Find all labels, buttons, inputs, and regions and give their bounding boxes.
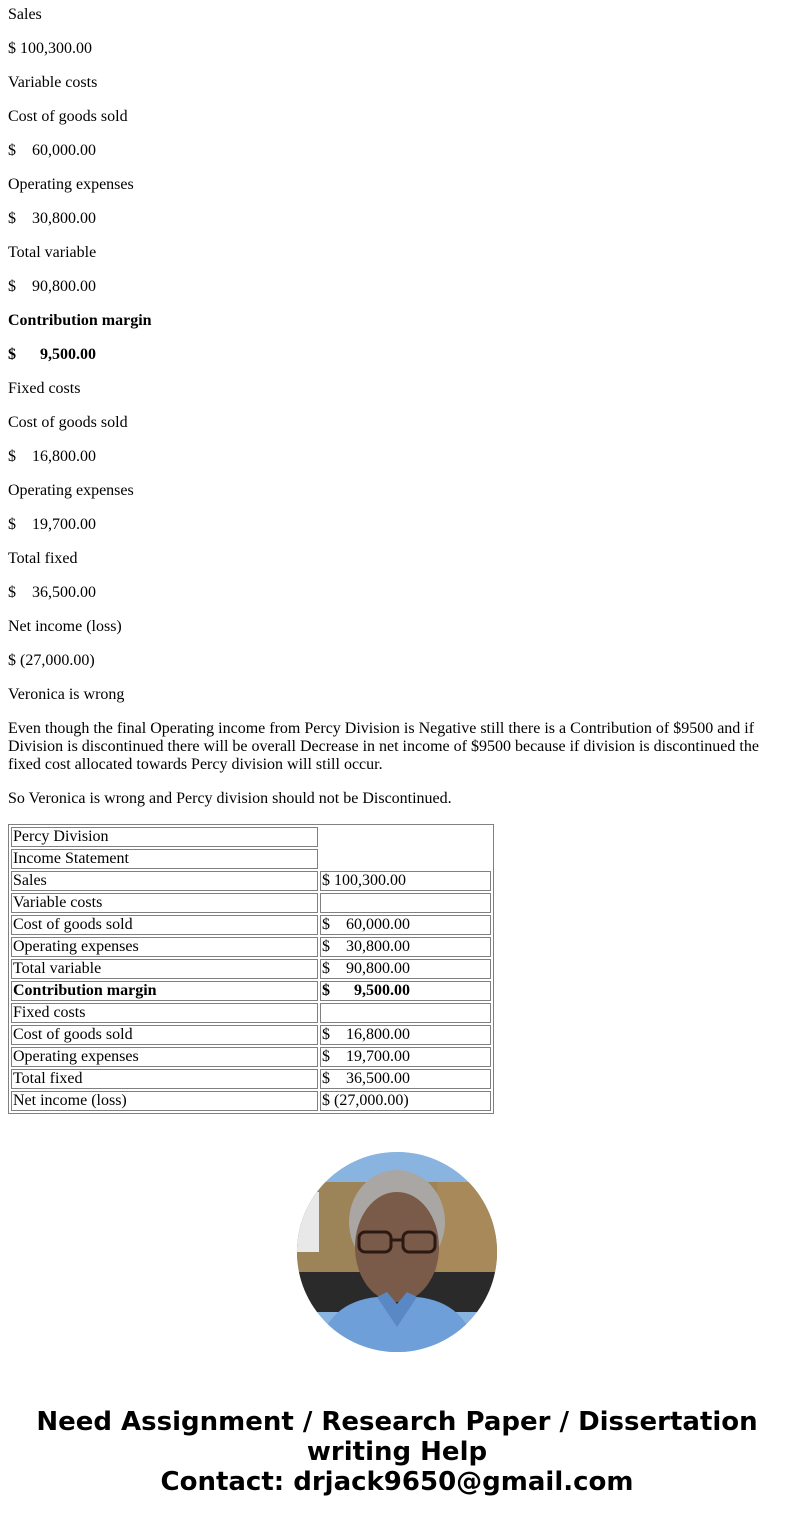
row-label: Operating expenses [11,937,318,957]
answer-line: Total variable [8,244,97,261]
row-value: $ (27,000.00) [320,1091,491,1111]
table-row [11,1091,491,1111]
contribution-margin-label: Contribution margin [8,312,152,329]
person-portrait-icon [297,1152,497,1352]
answer-line: $ 90,800.00 [8,278,96,295]
answer-lines [8,6,786,704]
row-label: Operating expenses [11,1047,318,1067]
table-row [11,893,491,913]
table-title: Percy Division [11,827,318,847]
row-label: Cost of goods sold [11,915,318,935]
row-value: $ 19,700.00 [320,1047,491,1067]
answer-line: Cost of goods sold [8,108,128,125]
income-statement-table [8,824,494,1114]
answer-line: $ 19,700.00 [8,516,96,533]
answer-line: $ 36,500.00 [8,584,96,601]
row-label: Total fixed [11,1069,318,1089]
table-row [11,1025,491,1045]
table-row [11,937,491,957]
row-label: Net income (loss) [11,1091,318,1111]
row-value: $ 36,500.00 [320,1069,491,1089]
table-row-contribution-margin [11,981,491,1001]
row-value [320,1003,491,1023]
table-row [11,1069,491,1089]
answer-line: $ 30,800.00 [8,210,96,227]
answer-line: $ 100,300.00 [8,40,92,57]
table-header-blank [320,827,491,869]
row-label: Contribution margin [11,981,318,1001]
row-value: $ 100,300.00 [320,871,491,891]
promo-line-1: Need Assignment / Research Paper / Dissertation [36,1407,758,1437]
row-label: Total variable [11,959,318,979]
avatar-container [8,1152,786,1357]
contribution-margin-value: $ 9,500.00 [8,346,96,363]
row-value: $ 60,000.00 [320,915,491,935]
table-row [11,915,491,935]
table-subtitle: Income Statement [11,849,318,869]
table-row [11,871,491,891]
table-row [11,959,491,979]
table-title-row [11,827,491,847]
promo-banner [8,1407,786,1497]
conclusion-paragraph: So Veronica is wrong and Percy division should not be Discontinued. [8,790,452,807]
table-row [11,1047,491,1067]
verdict-line: Veronica is wrong [8,686,125,703]
row-value [320,893,491,913]
table-row [11,1003,491,1023]
explanation-paragraph: Even though the final Operating income from Percy Division is Negative still there is a Contribution of $9500 and if Division is discontinued there will be overall Decrease in net income of $9500 because if division is discontinued the fixed cost allocated towards Percy division will still occur. [8,720,759,773]
row-value: $ 9,500.00 [320,981,491,1001]
answer-line: Operating expenses [8,176,134,193]
answer-line: Operating expenses [8,482,134,499]
answer-line: $ 16,800.00 [8,448,96,465]
promo-line-2: writing Help [306,1437,488,1467]
row-label: Fixed costs [11,1003,318,1023]
answer-line: Total fixed [8,550,78,567]
row-label: Sales [11,871,318,891]
answer-line: $ 60,000.00 [8,142,96,159]
answer-line: $ (27,000.00) [8,652,95,669]
answer-line: Sales [8,6,42,23]
row-value: $ 90,800.00 [320,959,491,979]
row-value: $ 16,800.00 [320,1025,491,1045]
row-label: Cost of goods sold [11,1025,318,1045]
answer-line: Cost of goods sold [8,414,128,431]
answer-line: Net income (loss) [8,618,122,635]
avatar [297,1152,497,1352]
promo-contact: Contact: drjack9650@gmail.com [160,1467,634,1497]
answer-line: Fixed costs [8,380,81,397]
row-label: Variable costs [11,893,318,913]
answer-line: Variable costs [8,74,98,91]
row-value: $ 30,800.00 [320,937,491,957]
